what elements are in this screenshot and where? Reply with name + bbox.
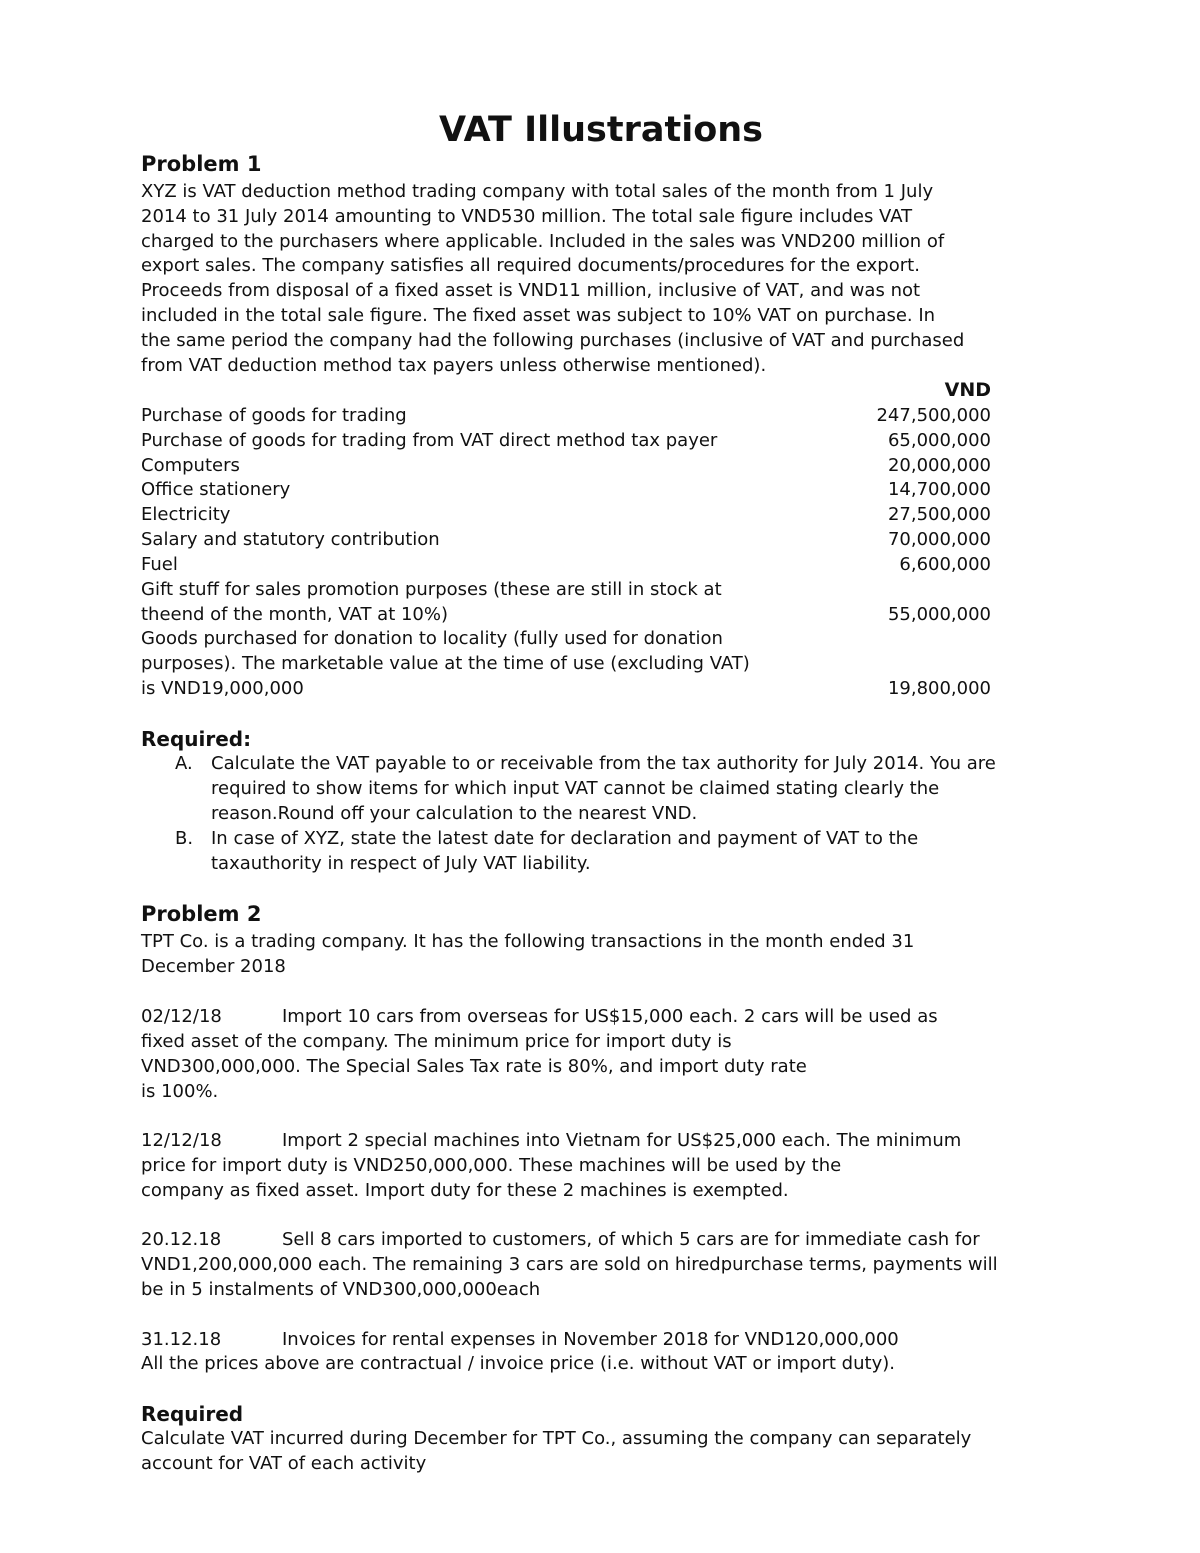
problem2-intro [141,930,914,980]
problem2-required-text [141,1427,971,1477]
transaction-date: 12/12/18 [141,1130,222,1151]
transaction-date: 20.12.18 [141,1229,222,1250]
required-item-b [211,827,918,877]
purchase-amount: 247,500,000 [876,405,991,426]
purchase-amount: 19,800,000 [887,677,991,699]
list-item-line: required to show items for which input VAT cannot be claimed stating clearly the [211,777,940,799]
purchase-label: is VND19,000,000 [141,677,304,699]
intro-line: Proceeds from disposal of a fixed asset is VND11 million, inclusive of VAT, and was not [141,280,921,302]
transaction-line: fixed asset of the company. The minimum price for import duty is [141,1031,732,1052]
list-marker: A. [175,753,193,774]
purchase-amount: 20,000,000 [887,455,991,476]
transaction-line: price for import duty is VND250,000,000. These machines will be used by the [141,1155,842,1176]
purchase-label: Office stationery [141,479,291,500]
purchase-row [141,627,991,702]
transaction-body [141,1352,895,1377]
list-marker: B. [175,828,194,849]
required-item-a [211,752,996,826]
purchase-label: Goods purchased for donation to locality (fully used for donation [141,628,723,649]
intro-line: 2014 to 31 July 2014 amounting to VND530 million. The total sale figure includes VAT [141,205,913,227]
transaction-first-line: Sell 8 cars imported to customers, of which 5 cars are for immediate cash for [282,1229,980,1250]
purchase-label: Computers [141,455,240,476]
transaction-date: 02/12/18 [141,1006,222,1027]
transaction-date: 31.12.18 [141,1329,222,1350]
intro-line: TPT Co. is a trading company. It has the following transactions in the month ended 31 [141,931,915,952]
purchase-label: Fuel [141,554,178,575]
purchase-label: Electricity [141,504,231,525]
intro-line: export sales. The company satisfies all required documents/procedures for the export. [141,255,920,277]
transaction-line: VND1,200,000,000 each. The remaining 3 cars are sold on hiredpurchase terms, payments will [141,1254,998,1275]
intro-line: included in the total sale figure. The fixed asset was subject to 10% VAT on purchase. In [141,304,936,326]
list-item-line: reason.Round off your calculation to the nearest VND. [211,802,698,824]
problem1-heading: Problem 1 [141,152,262,176]
required-line: Calculate VAT incurred during December for TPT Co., assuming the company can separately [141,1428,972,1449]
intro-line: the same period the company had the following purchases (inclusive of VAT and purchased [141,329,965,351]
transaction-first-line: Import 2 special machines into Vietnam for US$25,000 each. The minimum [282,1130,962,1151]
required-heading: Required: [141,727,252,751]
list-item-line: In case of XYZ, state the latest date for declaration and payment of VAT to the [211,828,919,849]
document-title: VAT Illustrations [438,110,764,150]
intro-line: December 2018 [141,955,286,977]
purchase-amount: 27,500,000 [887,504,991,525]
transaction-body [141,1253,998,1303]
purchase-amount: 6,600,000 [899,554,991,575]
transaction-line: company as fixed asset. Import duty for these 2 machines is exempted. [141,1179,789,1201]
purchase-label: purposes). The marketable value at the time of use (excluding VAT) [141,652,750,674]
problem2-heading: Problem 2 [141,902,262,926]
list-item-line: Calculate the VAT payable to or receivable from the tax authority for July 2014. You are [211,753,996,774]
required-line: account for VAT of each activity [141,1452,427,1474]
purchase-label: Purchase of goods for trading from VAT direct method tax payer [141,430,718,451]
transaction-line: is 100%. [141,1080,219,1102]
intro-line: XYZ is VAT deduction method trading company with total sales of the month from 1 July [141,181,934,202]
purchase-label: Salary and statutory contribution [141,529,440,550]
list-item-line: taxauthority in respect of July VAT liability. [211,852,591,874]
transaction-first-line: Invoices for rental expenses in November 2018 for VND120,000,000 [282,1329,899,1350]
purchase-label: theend of the month, VAT at 10%) [141,603,449,625]
transaction-line: be in 5 instalments of VND300,000,000each [141,1278,541,1300]
purchase-label: Gift stuff for sales promotion purposes (these are still in stock at [141,579,722,600]
problem1-intro [141,180,964,378]
transaction-first-line: Import 10 cars from overseas for US$15,000 each. 2 cars will be used as [282,1006,938,1027]
transaction-body [141,1030,807,1104]
currency-header: VND [944,379,991,401]
intro-line: from VAT deduction method tax payers unless otherwise mentioned). [141,354,767,376]
required-heading: Required [141,1402,244,1426]
transaction-body [141,1154,841,1204]
purchase-row [141,578,991,628]
purchase-amount: 14,700,000 [887,479,991,500]
transaction-line: All the prices above are contractual / invoice price (i.e. without VAT or import duty). [141,1353,895,1374]
purchase-amount: 55,000,000 [887,603,991,625]
purchase-label: Purchase of goods for trading [141,405,407,426]
intro-line: charged to the purchasers where applicable. Included in the sales was VND200 million of [141,230,945,252]
transaction-line: VND300,000,000. The Special Sales Tax rate is 80%, and import duty rate [141,1055,807,1077]
purchase-amount: 65,000,000 [887,430,991,451]
purchase-amount: 70,000,000 [887,529,991,550]
